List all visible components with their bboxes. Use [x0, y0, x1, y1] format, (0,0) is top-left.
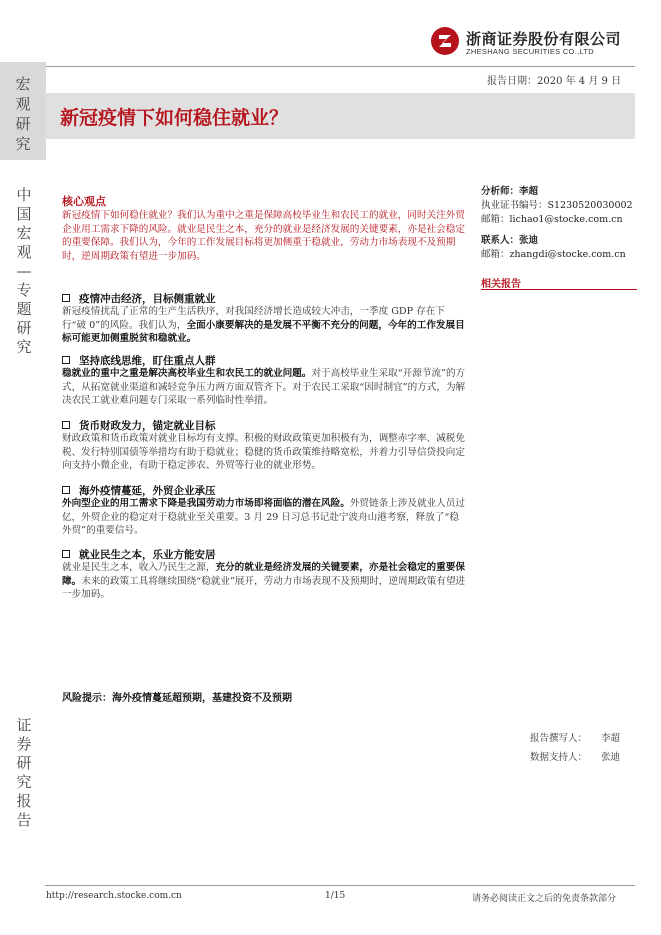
report-writer [530, 730, 620, 744]
section-heading [62, 291, 216, 306]
section-text: 未来的政策工具将继续围绕“稳就业”展开，劳动力市场表现不及预期时，逆周期政策有望进一步加码。 [62, 575, 466, 601]
footer-url[interactable]: http://research.stocke.com.cn [46, 891, 182, 901]
related-reports-heading: 相关报告 [481, 279, 521, 290]
checkbox-bullet-icon [62, 294, 70, 302]
checkbox-bullet-icon [62, 550, 70, 558]
section-body [62, 367, 467, 408]
section-body [62, 305, 467, 346]
section-text: 就业是民生之本，收入乃民生之源， [62, 562, 216, 573]
company-logo [430, 26, 620, 60]
section-heading [62, 547, 216, 562]
section-text: 财政政策和货币政策对就业目标均有支撑。积极的财政政策更加积极有为，调整赤字率、减税免税、发行特别国债等举措均有助于稳就业；稳健的货币政策维持略宽松，并着力引导信贷投向定向支持小微企业，有助于稳定涉农、外贸等行业的就业形势。 [62, 433, 465, 472]
analyst-email[interactable]: 邮箱：lichao1@stocke.com.cn [481, 214, 623, 225]
section-bold-text: 充分的就业是经济发展的关键要素，亦是社会稳定的重要保障。 [62, 562, 465, 587]
data-support-value: 张迪 [601, 752, 621, 763]
section-heading-text: 海外疫情蔓延，外贸企业承压 [79, 485, 216, 497]
section-heading-text: 货币财政发力，锚定就业目标 [79, 420, 216, 432]
page-number: 1/15 [325, 891, 346, 901]
report-writer-value: 李超 [601, 733, 621, 744]
company-logo-icon [430, 26, 460, 56]
section-bold-text: 外向型企业的用工需求下降是我国劳动力市场即将面临的潜在风险。 [62, 498, 350, 509]
analyst-name-value: 李超 [519, 186, 539, 197]
report-date: 报告日期：2020 年 4 月 9 日 [487, 76, 622, 87]
risk-warning: 风险提示：海外疫情蔓延超预期，基建投资不及预期 [62, 693, 292, 704]
section-body [62, 497, 467, 538]
section-heading-text: 就业民生之本，乐业方能安居 [79, 549, 216, 561]
contact-name-value: 张迪 [519, 235, 539, 246]
data-support [530, 749, 620, 763]
side-tag-label: 宏观研究 [15, 75, 31, 153]
contact-email[interactable]: 邮箱：zhangdi@stocke.com.cn [481, 249, 626, 260]
section-bold-text: 稳就业的重中之重是解决高校毕业生和农民工的就业问题。 [62, 368, 312, 379]
section-body [62, 432, 467, 473]
side-category-label: 中国宏观—专题研究 [16, 186, 32, 356]
checkbox-bullet-icon [62, 486, 70, 494]
analyst-cert: 执业证书编号：S1230520030002 [481, 200, 633, 211]
checkbox-bullet-icon [62, 421, 70, 429]
section-heading-text: 坚持底线思维，盯住重点人群 [79, 355, 216, 367]
checkbox-bullet-icon [62, 356, 70, 364]
section-heading [62, 418, 216, 433]
analyst-name [481, 183, 538, 197]
section-heading [62, 483, 216, 498]
section-body [62, 561, 467, 602]
page-title: 新冠疫情下如何稳住就业？ [60, 107, 289, 129]
header-divider [45, 66, 635, 67]
core-view-heading: 核心观点 [62, 195, 106, 208]
section-text: 外贸链条上涉及就业人员过亿，外贸企业的稳定对于稳就业至关重要。3 月 29 日习总书记赴宁波舟山港考察，释放了“稳外贸”的重要信号。 [62, 498, 465, 537]
related-reports-divider [481, 289, 637, 290]
contact-name-label: 联系人： [481, 235, 520, 246]
contact-name [481, 232, 538, 246]
section-heading-text: 疫情冲击经济，目标侧重就业 [79, 293, 216, 305]
side-tag-box [0, 62, 46, 160]
data-support-label: 数据支持人： [530, 752, 588, 763]
section-text: 对于高校毕业生采取“开源节流”的方式，从拓宽就业渠道和减轻竞争压力两方面双管齐下。对于农民工采取“因时制宜”的方式，为解决农民工就业难问题专门采取一系列临时性举措。 [62, 368, 466, 407]
analyst-name-label: 分析师： [481, 186, 520, 197]
section-bold-text: 全面小康要解决的是发展不平衡不充分的问题，今年的工作发展目标可能更加侧重脱贫和稳就业。 [62, 319, 465, 345]
section-heading [62, 353, 216, 368]
company-name-cn: 浙商证券股份有限公司 [466, 30, 622, 48]
core-view-text: 新冠疫情下如何稳住就业？我们认为重中之重是保障高校毕业生和农民工的就业，同时关注外贸企业用工需求下降的风险。就业是民生之本，充分的就业是经济发展的关键要素，亦是社会稳定的重要保障。我们认为，今年的工作发展目标将更加侧重于稳就业，劳动力市场表现不及预期时，逆周期政策有望进一步加码。 [62, 210, 465, 262]
section-text: 新冠疫情扰乱了正常的生产生活秩序，对我国经济增长造成较大冲击，一季度 GDP 存在下行“破 0”的风险。我们认为， [62, 306, 445, 331]
side-report-type-label: 证券研究报告 [16, 716, 32, 829]
report-writer-label: 报告撰写人： [530, 733, 588, 744]
footer-divider [45, 885, 635, 886]
footer-disclaimer: 请务必阅读正文之后的免责条款部分 [472, 894, 617, 904]
company-name-en: ZHESHANG SECURITIES CO.,LTD [466, 47, 594, 56]
